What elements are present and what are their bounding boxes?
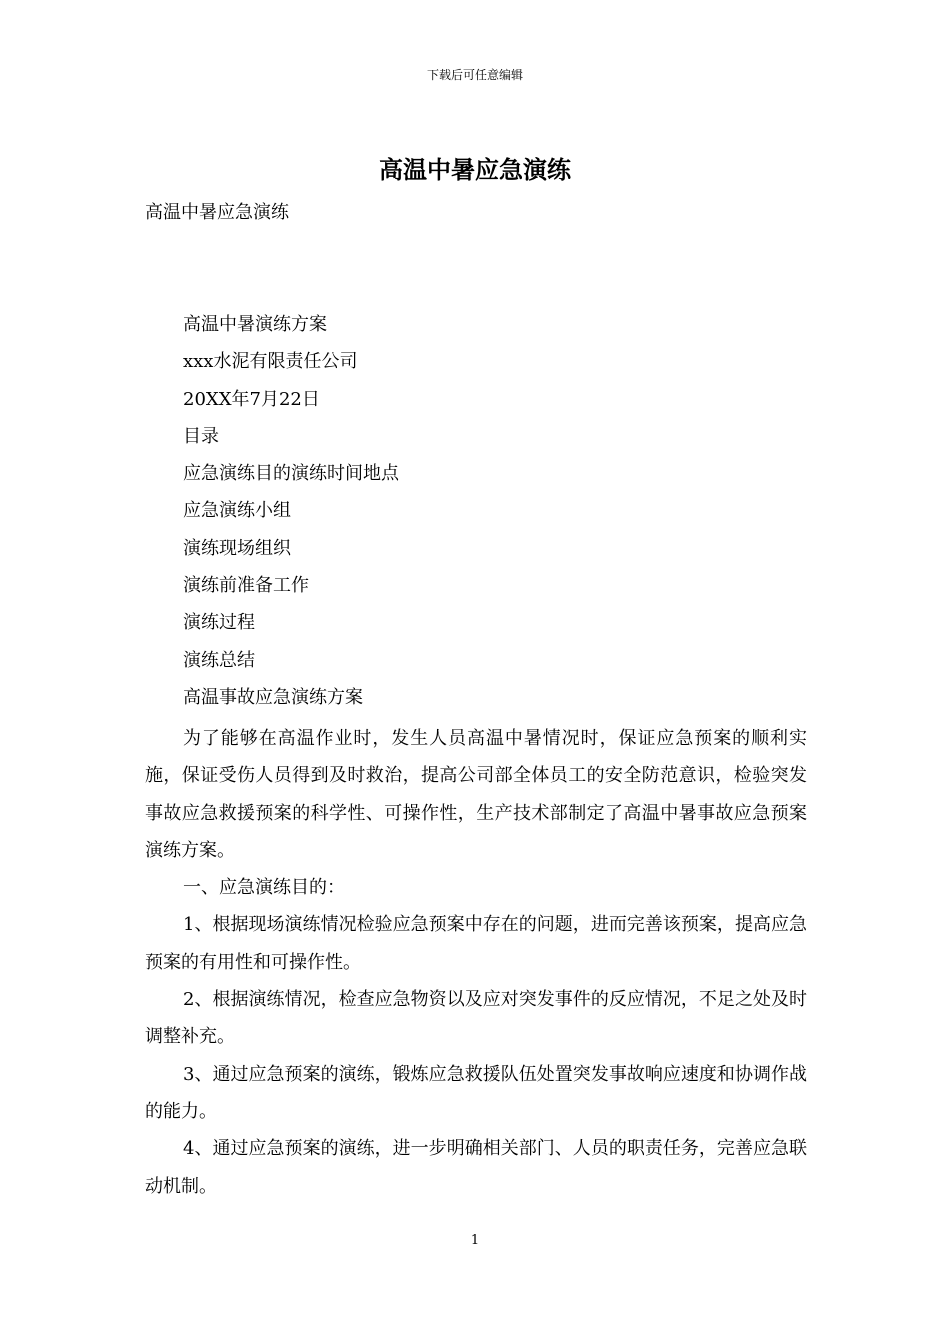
document-title: 高温中暑应急演练 [379,156,571,184]
page-header: 下载后可任意编辑 [426,68,523,82]
toc-item: 演练总结 [183,649,255,671]
toc-item: 演练前准备工作 [183,575,309,597]
toc-item: 应急演练小组 [183,500,291,522]
toc-heading: 目录 [183,425,219,447]
section-title: 高温事故应急演练方案 [183,686,363,708]
page-number: 1 [470,1233,480,1248]
section-heading: 一、应急演练目的： [183,877,345,899]
cover-lines [183,310,399,720]
toc-item: 演练过程 [183,612,255,634]
body-paragraph: 4、通过应急预案的演练，进一步明确相关部门、人员的职责任务，完善应急联动机制。 [145,1138,807,1197]
cover-line: 高温中暑演练方案 [183,314,327,335]
body-paragraph: 1、根据现场演练情况检验应急预案中存在的问题，进而完善该预案，提高应急预案的有用性和可操作性。 [145,914,807,973]
body-paragraph: 为了能够在高温作业时，发生人员高温中暑情况时，保证应急预案的顺利实施，保证受伤人员得到及时救治，提高公司部全体员工的安全防范意识，检验突发事故应急救援预案的科学性、可操作性，生产技术部制定了高温中暑事故应急预案演练方案。 [145,728,807,861]
document-body [145,720,807,1205]
body-paragraph: 3、通过应急预案的演练，锻炼应急救援队伍处置突发事故响应速度和协调作战的能力。 [145,1063,807,1122]
document-subtitle: 高温中暑应急演练 [145,202,289,223]
cover-line: 20XX年7月22日 [183,388,320,410]
body-paragraph: 2、根据演练情况，检查应急物资以及应对突发事件的反应情况，不足之处及时调整补充。 [145,989,807,1048]
toc-item: 应急演练目的演练时间地点 [183,463,399,485]
cover-line: xxx水泥有限责任公司 [183,351,358,373]
toc-item: 演练现场组织 [183,537,291,559]
